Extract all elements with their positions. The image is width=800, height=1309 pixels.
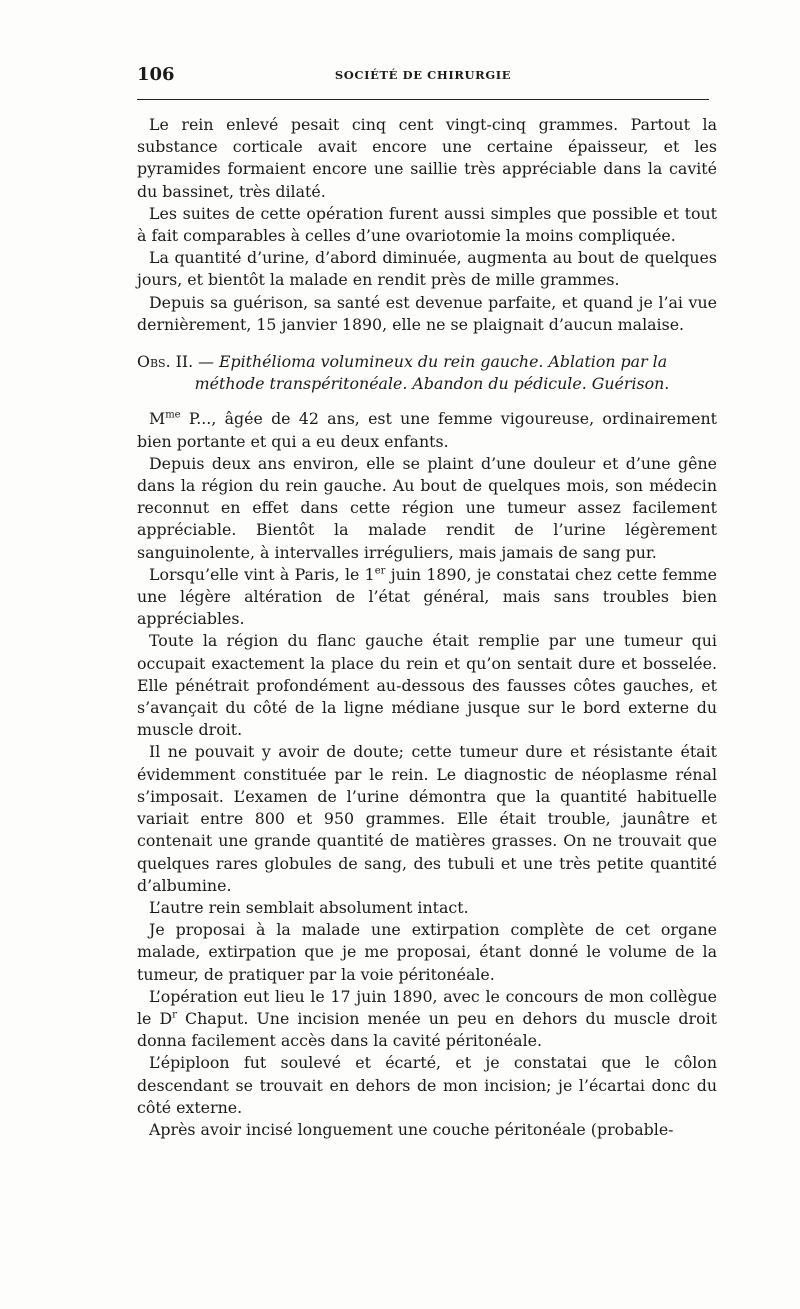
operation-after: Chaput. Une incision menée un peu en dehors du muscle droit donna facilement accès dans la cavité péritonéale. — [137, 1008, 718, 1051]
observation-title-line2: méthode transpéritonéale. Abandon du pédicule. Guérison. — [194, 374, 670, 394]
paragraph: Depuis deux ans environ, elle se plaint d’une douleur et d’une gêne dans la région du rein gauche. Au bout de quelques mois, son médecin reconnut en effet dans cette région une tumeur assez facilement appréciable. Bientôt la malade rendit de l’urine légèrement sanguinolente, à intervalles irréguliers, mais jamais de sang pur. — [137, 453, 717, 562]
lorsque-after: juin 1890, je constatai chez cette femme une légère altération de l’état général, mais sans troubles bien appréciables. — [137, 564, 717, 629]
operation-before: L’opération eut lieu le 17 juin 1890, avec le concours de mon collègue le D — [137, 986, 717, 1028]
running-head: SOCIÉTÉ DE CHIRURGIE — [334, 68, 512, 82]
body-text — [137, 114, 717, 1141]
paragraph: Les suites de cette opération furent aussi simples que possible et tout à fait comparables à celles d’une ovariotomie la moins compliquée. — [137, 203, 717, 246]
paragraph: Depuis sa guérison, sa santé est devenue parfaite, et quand je l’ai vue dernièrement, 15 janvier 1890, elle ne se plaignait d’aucun malaise. — [137, 292, 717, 334]
paragraph: L’épiploon fut soulevé et écarté, et je constatai que le côlon descendant se trouvait en dehors de mon incision; je l’écartai donc du côté externe. — [137, 1053, 717, 1117]
header-rule — [137, 99, 709, 100]
mme-superscript: me — [165, 410, 181, 422]
paragraph-lorsque — [137, 564, 717, 631]
page-number: 106 — [137, 64, 175, 85]
operation-superscript: r — [172, 1009, 177, 1021]
lorsque-superscript: er — [374, 565, 386, 577]
observation-title-line1: Epithélioma volumineux du rein gauche. Ablation par la — [218, 352, 668, 372]
paragraph: L’autre rein semblait absolument intact. — [149, 897, 469, 917]
paragraph: Il ne pouvait y avoir de doute; cette tumeur dure et résistante était évidemment constituée par le rein. Le diagnostic de néoplasme rénal s’imposait. L’examen de l’urine démontra que la quantité habituelle variait entre 800 et 950 grammes. Elle était trouble, jaunâtre et contenait une grande quantité de matières grasses. On ne trouvait que quelques rares globules de sang, des tubuli et une très petite quantité d’albumine. — [137, 742, 717, 895]
paragraph-mme — [137, 408, 717, 452]
paragraph: La quantité d’urine, d’abord diminuée, augmenta au bout de quelques jours, et bientôt la malade en rendit près de mille grammes. — [137, 248, 717, 290]
paragraph: Je proposai à la malade une extirpation complète de cet organe malade, extirpation que je me proposai, étant donné le volume de la tumeur, de pratiquer par la voie péritonéale. — [137, 920, 717, 984]
observation-label: Obs. II. — — [137, 352, 214, 372]
paragraph: Après avoir incisé longuement une couche péritonéale (probable- — [149, 1119, 674, 1139]
page-header — [137, 62, 709, 92]
paragraph: Toute la région du flanc gauche était remplie par une tumeur qui occupait exactement la place du rein et qu’on sentait dure et bosselée. Elle pénétrait profondément au-dessous des fausses côtes gauches, et s’avançait du côté de la ligne médiane jusque sur le bord externe du muscle droit. — [137, 631, 717, 740]
paragraph-operation — [137, 986, 717, 1053]
lorsque-before: Lorsqu’elle vint à Paris, le 1 — [149, 564, 375, 584]
mme-prefix: M — [149, 409, 166, 429]
paragraph: Le rein enlevé pesait cinq cent vingt-cinq grammes. Partout la substance corticale avait encore une certaine épaisseur, et les pyramides formaient encore une saillie très appréciable dans la cavité du bassinet, très dilaté. — [137, 115, 717, 201]
mme-text: P..., âgée de 42 ans, est une femme vigoureuse, ordinairement bien portante et qui a eu deux enfants. — [137, 409, 717, 451]
observation-heading — [137, 351, 717, 395]
